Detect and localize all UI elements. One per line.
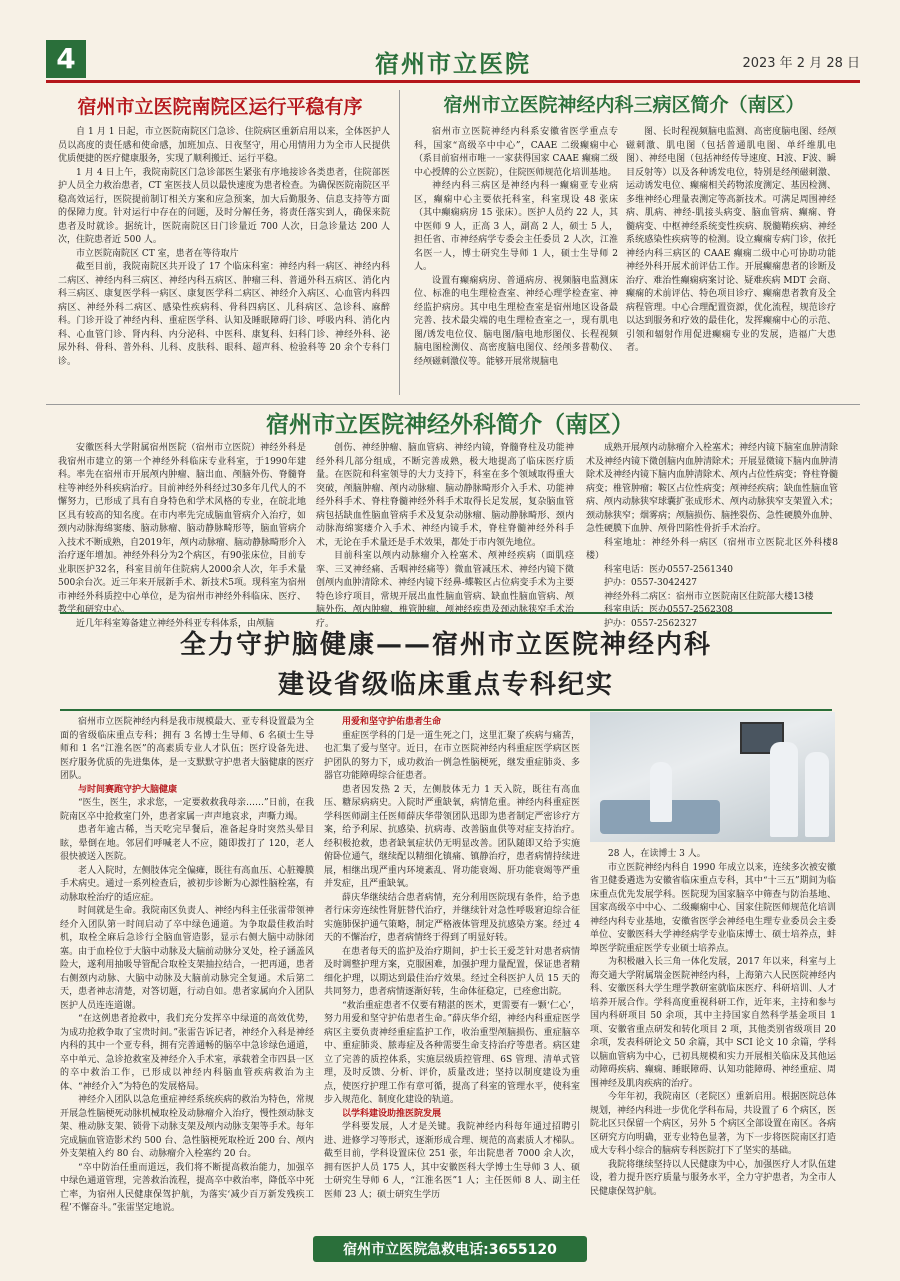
paragraph: 近几年科室筹备建立神经外科亚专科体系，由颅脑	[76, 618, 275, 629]
paragraph: “卒中防治任重而道远，我们将不断提高救治能力，加强卒中绿色通道管理，完善救治流程，提高卒中救治率，降低卒中死亡率，为宿州人民健康保驾护航，为落实‘减少百万新发残疾工程’不懈奋斗。”张雷坚定地说。	[60, 1162, 314, 1213]
article2-column-1	[414, 126, 618, 400]
paragraph: 目前科室以颅内动脉瘤介入栓塞术、颅神经疾病（面肌痉挛、三叉神经痛、舌咽神经痛等）微血管减压术、神经内镜下微创颅内血肿清除术、神经内镜下经鼻-蝶鞍区占位病变手术为主要特色诊疗项目，常规开展出血性脑血管病、缺血性脑血管病、颅脑外伤、颅内肿瘤、椎管肿瘤、颅神经疾患及颈动脉狭窄手术治疗。	[316, 551, 574, 629]
article4-column-1	[60, 716, 314, 1228]
paragraph: 为积极融入长三角一体化发展，2017 年以来，科室与上海交通大学附属瑞金医院神经内科，上海第六人民医院神经内科、安徽医科大学生理学教研室就临床医疗、科研培训、人才培养开展合作。学科高度重视科研工作，近年来，主持和参与国内科研项目 50 余项，其中主持国家自然科学基金项目 1 项、安徽省重点研发和转化项目 2 项，其他类别省级项目 20 余项，发表科研论文 50 余篇，其中 SCI 论文 10 余篇，学科以脑血管病为中心，已初具规模和实力开展相关临床及其他运动障碍疾病、癫痫、睡眠障碍、认知功能障碍、神经重症、周围神经及肌肉疾病的治疗。	[590, 957, 836, 1089]
footer	[0, 1236, 900, 1262]
article4-headline	[60, 612, 832, 711]
paragraph: 护办：0557-2562327	[604, 618, 698, 629]
paragraph: 科室电话：医办0557-2562308	[604, 605, 734, 615]
masthead-title: 宿州市立医院	[375, 50, 531, 78]
masthead	[46, 44, 860, 83]
doctor-figure	[650, 762, 672, 822]
doctor-figure	[770, 742, 798, 837]
paragraph: 自 1 月 1 日起，市立医院南院区门急诊、住院病区重新启用以来，全体医护人员以高度的责任感和使命感，加班加点、日夜坚守，用心用情用力为全市人民提供优质便捷的医疗健康服务，实现了顺利搬迁、运行平稳。	[58, 127, 390, 164]
article3-title: 宿州市立医院神经外科简介（南区）	[266, 411, 634, 438]
section-subheading: 用爱和坚守护佑患者生命	[342, 717, 442, 727]
paragraph: 安徽医科大学附属宿州医院（宿州市立医院）神经外科是我宿州市建立的第一个神经外科临床专业科室，于1990年建科。率先在宿州市开展颅内肿瘤、脑出血、颅脑外伤、脊髓脊柱等神经外科疾病治疗。目前神经外科经过30多年几代人的不懈努力，已形成了具有自身特色和学术风格的专业，在皖北地区具有较高的知名度。在市内率先完成脑血管病介入治疗，如颈内动脉海绵窦瘘、脑动脉瘤、脑动静脉畸形等，脑血管病介入技术不断成熟，自2019年，颅内动脉瘤、脑动静脉畸形介入治疗逐年增加。神经外科分为2个病区，有90张床位，目前专业职医护32名，科室目前年住院病人2000余人次，年手术量500余台次。近三年来开展新手术、新技术5项。现科室为宿州市神经外科质控中心单位，是为宿州市神经外科临床、医疗、教学和研究中心。	[58, 443, 306, 615]
page-number: 4	[46, 40, 86, 78]
issue-date: 2023 年 2 月 28 日	[742, 56, 860, 71]
paragraph: 1 月 4 日上午，我院南院区门急诊部医生紧张有序地接诊各类患者，住院部医护人员全力救治患者，CT 室医技人员以最快速度为患者检查。为确保医院南院区平稳高效运行，医院提前制订相关方案和应急预案，加大后勤服务、信息支持等方面的保障力度。针对运行中存在的问题，及时分解任务，将责任落实到人，确保来院患者及时就诊。据统计，医院南院区日门诊量近 700 人次，日急诊量达 200 人次，住院患者近 500 人。	[58, 167, 390, 245]
emergency-phone: 宿州市立医院急救电话:3655120	[313, 1236, 587, 1262]
paragraph: 患者因发热 2 天，左侧肢体无力 1 天入院，既往有高血压、糖尿病病史。入院时严重缺氧，病情危重。神经内科重症医学科医师副主任医师薛庆华带领团队迅即为患者制定严密诊疗方案，给予利尿、抗感染、抗病毒、改善脑血供等对症支持治疗。经积极抢救，患者缺氧症状仍无明显改善。团队随即又给予实施俯卧位通气，继续配以精细化镇痛、镇静治疗，患者病情持续进展，相继出现严重内环境紊乱、肾功能衰竭、肝功能衰竭等严重并发症，且严重缺氧。	[324, 784, 580, 889]
paragraph: 神经外科二病区：宿州市立医院南区住院部大楼13楼	[604, 591, 814, 602]
article1-title: 宿州市立医院南院区运行平稳有序	[77, 96, 363, 118]
section-subheading: 以学科建设助推医院发展	[342, 1108, 442, 1119]
article2-title: 宿州市立医院神经内科三病区简介（南区）	[443, 94, 805, 116]
paragraph: 成熟开展颅内动脉瘤介入栓塞术；神经内镜下脑室血肿清除术及神经内镜下微创脑内血肿清除术；开展显微镜下脑内血肿清除术及神经内镜下脑内血肿清除术、颅内占位性病变；脊柱脊髓病变；椎管肿瘤；鞍区占位性病变；颅神经疾病；缺血性脑血管病、颅内动脉狭窄球囊扩张成形术、颅内动脉狭窄支架置入术；颈动脉狭窄；烟雾病；颅脑损伤、脑挫裂伤、急性硬膜外血肿、急性硬膜下血肿、颅骨凹陷性骨折手术治疗。	[586, 443, 839, 534]
ward-photo	[590, 712, 835, 842]
divider	[399, 90, 400, 395]
paragraph: 图、长时程视频脑电监测、高密度脑电图、经颅磁刺激、肌电图（包括普通肌电图、单纤维肌电图）、神经电图（包括神经传导速度、H波、F波、瞬目反射等）以及各种诱发电位，特别是经颅磁刺激、运动诱发电位、癫痫相关药物浓度测定、基因检测、多维神经心理量表测定等高新技术。可满足周围神经病、肌病、神经-肌接头病变、脑血管病、癫痫、脊髓病变、中枢神经系统变性疾病、脱髓鞘疾病、神经系统感染性疾病等的检测。设立癫痫专病门诊，依托神经内科三病区的 CAAE 癫痫二级中心可协助功能神经外科开展术前评估工作。开展癫痫患者的诊断及治疗、难治性癫痫病案讨论、疑难疾病 MDT 会商、癫痫的术前评估、特色项目诊疗、癫痫患者教育及全病程管理。中心合理配置资源，优化流程，规范诊疗以达到服务和疗效的最佳化，发挥癫痫中心的示范、引领和辐射作用促进癫痫专业的发展，造福广大患者。	[626, 127, 836, 353]
paragraph: 我院将继续坚持以人民健康为中心，加强医疗人才队伍建设，着力提升医疗质量与服务水平，全力守护患者，为全市人民健康保驾护航。	[590, 1159, 836, 1197]
paragraph: 神经介入团队以急危重症神经系统疾病的救治为特色，常规开展急性脑梗死动脉机械取栓及动脉瘤介入治疗，慢性颈动脉支架、椎动脉支架、锁骨下动脉支架及颅内动脉支架等手术。每年完成脑血管造影术约 500 台、急性脑梗死取栓近 200 台、颅内外支架植入约 80 台、动脉瘤介入栓塞约 20 台。	[60, 1095, 314, 1159]
paragraph: 市立医院南院区 CT 室，患者在等待取片	[76, 248, 239, 259]
article4-title-line-1: 全力守护脑健康——宿州市立医院神经内科	[179, 630, 712, 660]
paragraph: 28 人，在读博士 3 人。	[608, 849, 706, 859]
article3-column-3	[586, 442, 839, 629]
article2-column-2	[626, 126, 836, 400]
paragraph: 今年年初，我院南区（老院区）重新启用。根据医院总体规划，神经内科进一步优化学科布局，共设置了 6 个病区，医院北区只保留一个病区，另外 5 个病区全部设置在南区。各病区研究方向明确，亚专业特色显著，为下一步将医院南区打造成大专科小综合的脑病专科医院打下了坚实的基础。	[590, 1092, 836, 1156]
paragraph: 患者年逾古稀，当天吃完早餐后，准备起身时突然头晕目眩，晕倒在地。邻居们呼喊老人不应，随即拨打了 120，老人很快被送入医院。	[60, 825, 314, 862]
paragraph: 神经内科三病区是神经内科一癫痫亚专业病区，癫痫中心主要依托科室，科室现设 48 张床（其中癫痫病房 15 张床）。医护人员约 22 人，其中医师 9 人，正高 3 人，副高 2 人，硕士 5 人，担任省、市神经病学专委会主任委员 2 人次，江淮名医一人，博士研究生导师 1 人，硕士生导师 2 人。	[414, 181, 618, 272]
paragraph: 在患者每天的监护及治疗期间，护士长王爱芝针对患者病情及时调整护理方案，克服困难，加强护理力量配置，保证患者精细化护理，以期达到最佳治疗效果。经过全科医护人员 15 天的共同努力，患者病情逐渐好转，生命体征稳定，已痊愈出院。	[324, 946, 580, 997]
divider	[46, 404, 860, 405]
paragraph: 护办：0557-3042427	[604, 578, 698, 588]
section-subheading: 与时间赛跑守护大脑健康	[78, 784, 178, 795]
article3-column-2	[316, 442, 574, 629]
article4-title-line-2: 建设省级临床重点专科纪实	[277, 670, 614, 700]
article3-column-1	[58, 442, 306, 629]
article4-column-3	[590, 848, 836, 1228]
paragraph: 老人入院时，左侧肢体完全偏瘫，既往有高血压、心脏瓣膜手术病史。通过一系列检查后，被初步诊断为心源性脑栓塞，有动脉取栓治疗的适应症。	[60, 865, 314, 903]
paragraph: 截至目前，我院南院区共开设了 17 个临床科室：神经内科一病区、神经内科二病区、神经内科三病区、神经内科五病区、肿瘤三科、普通外科五病区、消化内科三病区、康复医学科一病区、康复医学科二病区、神经介入病区、心血管内科四病区、神经外科二病区、感染性疾病科、骨科四病区、儿科病区、急诊科、麻醉科。门诊开设了神经内科、重症医学科、认知及睡眠障碍门诊、呼吸内科、消化内科、心血管门诊、肾内科、内分泌科、中医科、康复科、妇科门诊、神经外科、泌尿外科、骨科、普外科、儿科、皮肤科、眼科、超声科、检验科等 20 余个专科门诊。	[58, 262, 390, 367]
paragraph: 宿州市立医院神经内科是我市规模最大、亚专科设置最为全面的省级临床重点专科；拥有 3 名博士生导师、6 名硕士生导师和 1 名“江淮名医”的高素质专业人才队伍；医疗设备先进、医疗服务优质的先进集体，是一支默默守护患者大脑健康的医疗团队。	[60, 717, 314, 781]
paragraph: 科室地址：神经外科一病区（宿州市立医院北区外科楼8楼）	[586, 537, 838, 561]
paragraph: “救治重症患者不仅要有精湛的医术，更需要有一颗‘仁心’，努力用爱和坚守护佑患者生命。”薛庆华介绍，神经内科重症医学病区主要负责神经重症监护工作，收治重型颅脑损伤、重症脑卒中、重症肺炎、脓毒症及各种需要生命支持治疗等患者。病区建立了完善的质控体系，实施层级质控管理、6S 管理、清单式管理，及时反馈、分析、评价，质量改进；坚持以制度建设为重点，使医疗护理工作有章可循，提高了科室的管理水平，使科室步入规范化、制度化建设的轨道。	[324, 1000, 580, 1105]
paragraph: 创伤、神经肿瘤、脑血管病、神经内镜，脊髓脊柱及功能神经外科几部分组成，不断完善成熟，极大地提高了临床医疗质量。在医院和科室领导的大力支持下，科室在多个领域取得重大突破，颅脑肿瘤、颅内动脉瘤、脑动静脉畸形介入手术、功能神经外科手术、脊柱脊髓神经外科手术取得长足发展，复杂脑血管病包括缺血性脑血管病手术及复杂动脉瘤、脑动静脉畸形、颈内动脉海绵窦瘘介入手术、神经内镜手术，脊柱脊髓神经外科手术，无论在手术量还是手术效果，都处于市内领先地位。	[316, 443, 574, 548]
paragraph: “在这例患者抢救中，我们充分发挥卒中绿道的高效优势，为成功抢救争取了宝贵时间。”张雷告诉记者，神经介入科是神经内科的其中一个亚专科，拥有完善通畅的脑卒中急诊绿色通道，卒中单元、急诊抢救室及神经介入手术室，承载着全市四县一区的卒中救治工作，已形成以神经内科脑血管疾病救治为主体、“神经介入”为特色的发展格局。	[60, 1014, 314, 1092]
paragraph: 重症医学科的门是一道生死之门，这里汇聚了疾病与痛苦，也汇集了爱与坚守。近日，在市立医院神经内科重症医学病区医护团队的努力下，成功救治一例急性脑梗死，继发重症肺炎、多器官功能障碍综合征患者。	[324, 730, 580, 781]
paragraph: 薛庆华继续结合患者病情，充分利用医院现有条件，给予患者行床旁连续性肾脏替代治疗，并继续针对急性呼吸窘迫综合征实施肺保护通气策略，制定严格液体管理及抗感染方案。经过 4 天的不懈治疗，患者病情终于得到了明显好转。	[324, 892, 580, 943]
paragraph: 设置有癫痫病房、普通病房、视频脑电监测床位、标准的电生理检查室、神经心理学检查室、神经监护病房。其中电生理检查室是宿州地区设备最完善、技术最尖端的电生理检查室之一，现有肌电图/诱发电位仪、脑电图/脑电地形图仪、长程视频脑电图检测仪、高密度脑电图仪、经颅多普勒仪、经颅磁刺激仪等。能够开展常规脑电	[414, 275, 618, 367]
nurse-figure	[805, 752, 829, 837]
paragraph: 时间就是生命。我院南区负责人、神经内科主任张雷带领神经介入团队第一时间启动了卒中绿色通道。为争取最佳救治时机，取栓全麻后急诊行全脑血管造影，显示右侧大脑中动脉闭塞。由于血栓位于大脑中动脉及大脑前动脉分叉处，栓子涵盖风险大，遂利用抽吸导管配合取栓支架抽拉结合，一把再通，患者右侧颈内动脉、大脑中动脉及大脑前动脉完全复通。术后第二天，患者神志清楚，对答切题，行动自如。患者家属向介入团队医护人员连连道谢。	[60, 906, 314, 1011]
paragraph: 科室电话：医办0557-2561340	[604, 564, 734, 575]
paragraph: 学科要发展，人才是关键。我院神经内科每年通过招聘引进、进修学习等形式，逐渐形成合理、规范的高素质人才梯队。截至目前，学科设置床位 251 张，年出院患者 7000 余人次，拥有医护人员 175 人，其中安徽医科大学博士生导师 3 人、硕士研究生导师 6 人，“江淮名医”1 人；主任医师 8 人、副主任医师 23 人；硕士研究生学历	[324, 1122, 580, 1200]
article4-column-2	[324, 716, 580, 1228]
paragraph: “医生，医生，求求您，一定要救救我母亲……”日前，在我院南区卒中抢救室门外，患者家属一声声地哀求，声嘶力竭。	[60, 798, 314, 822]
paragraph: 市立医院神经内科自 1990 年成立以来，连续多次被安徽省卫健委遴选为安徽省临床重点专科，其中“十三五”期间为临床重点优先发展学科。医院现为国家脑卒中筛查与防治基地、国家高级卒中中心、二级癫痫中心、国家住院医师规范化培训神经内科专业基地，安徽省医学会神经电生理专业委员会主委单位、安徽医科大学神经病学专业临床博士、硕士培养点，蚌埠医学院重症医学专业硕士培养点。	[590, 862, 836, 954]
article1-body	[58, 126, 390, 398]
paragraph: 宿州市立医院神经内科系安徽省医学重点专科，国家“高级卒中中心”，CAAE 二级癫痫中心（系目前宿州市唯一一家获得国家 CAAE 癫痫二级中心授牌的公立医院），住院医师规范化培训基地。	[414, 127, 618, 178]
